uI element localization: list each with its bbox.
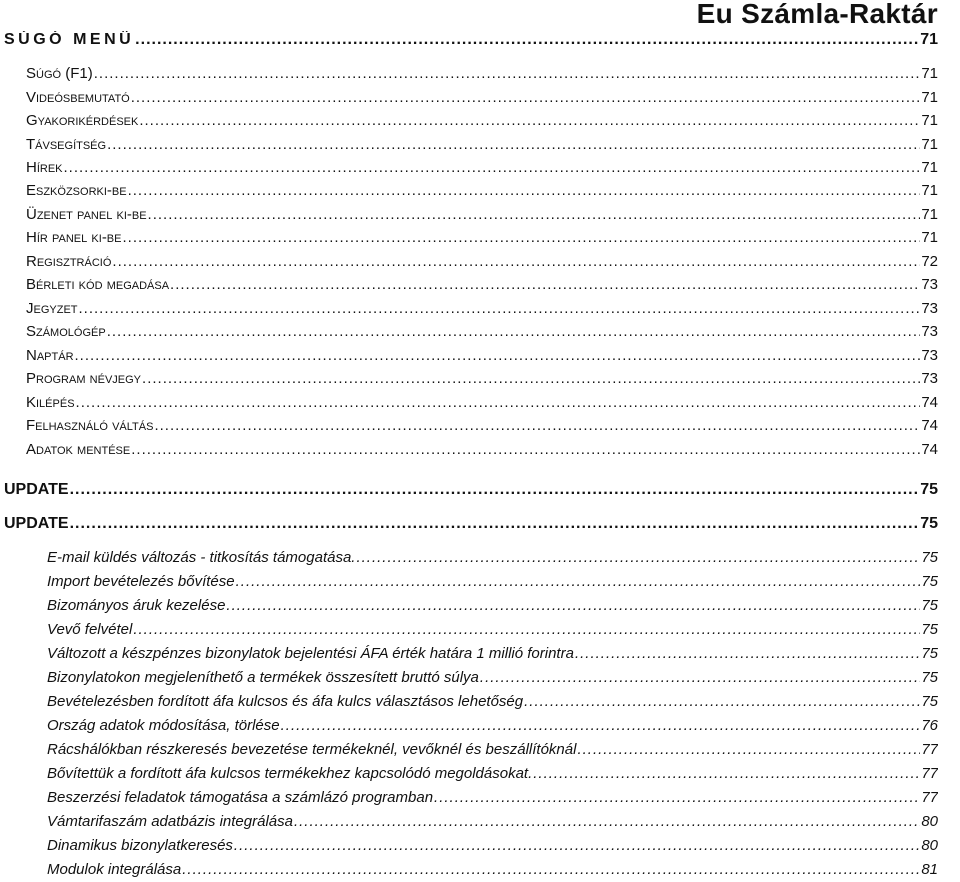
- toc-entry-page-number: 77: [921, 765, 938, 782]
- toc-entry[interactable]: [47, 693, 938, 710]
- toc-entry-label: Bővítettük a fordított áfa kulcsos termékekhez kapcsolódó megoldásokat.: [47, 765, 533, 782]
- toc-entry[interactable]: [47, 765, 938, 782]
- toc-entry[interactable]: [47, 837, 938, 854]
- toc-entry-page-number: 75: [921, 669, 938, 686]
- toc-entry[interactable]: [47, 549, 938, 566]
- toc-leader-dots: [112, 253, 920, 270]
- toc-entry-label: Vámtarifaszám adatbázis integrálása: [47, 813, 293, 830]
- toc-entry-page-number: 73: [921, 300, 938, 317]
- toc-entry[interactable]: [47, 789, 938, 806]
- toc-leader-dots: [182, 861, 920, 878]
- toc-entry-page-number: 72: [921, 253, 938, 270]
- toc-entry-page-number: 80: [921, 837, 938, 854]
- toc-entry-page-number: 75: [920, 481, 938, 498]
- toc-leader-dots: [64, 159, 921, 176]
- toc-leader-dots: [133, 621, 920, 638]
- toc-entry-page-number: 74: [921, 441, 938, 458]
- toc-entry-label: Regisztráció: [26, 253, 112, 270]
- toc-entry-page-number: 71: [921, 136, 938, 153]
- toc-entry[interactable]: [26, 206, 938, 223]
- toc-leader-dots: [356, 549, 920, 566]
- toc-leader-dots: [577, 741, 920, 758]
- toc-leader-dots: [107, 323, 921, 340]
- toc-entry[interactable]: [26, 370, 938, 387]
- toc-entry-page-number: 75: [921, 597, 938, 614]
- toc-entry-page-number: 77: [921, 789, 938, 806]
- toc-leader-dots: [142, 370, 920, 387]
- toc-leader-dots: [294, 813, 920, 830]
- toc-leader-dots: [70, 481, 920, 499]
- toc-leader-dots: [131, 89, 921, 106]
- toc-entry-page-number: 73: [921, 276, 938, 293]
- toc-entry[interactable]: [26, 347, 938, 364]
- toc-entry[interactable]: [47, 621, 938, 638]
- toc-leader-dots: [234, 837, 920, 854]
- toc-entry[interactable]: [26, 394, 938, 411]
- toc-entry-page-number: 75: [920, 515, 938, 532]
- toc-leader-dots: [75, 347, 921, 364]
- toc-entry-page-number: 71: [921, 182, 938, 199]
- toc-entry-label: UPDATE: [4, 481, 69, 498]
- toc-entry[interactable]: [26, 89, 938, 106]
- toc-leader-dots: [94, 65, 921, 82]
- toc-entry-page-number: 80: [921, 813, 938, 830]
- toc-entry[interactable]: [47, 741, 938, 758]
- toc-entry-label: Bérleti kód megadása: [26, 276, 170, 293]
- toc-entry[interactable]: [26, 441, 938, 458]
- toc-leader-dots: [128, 182, 921, 199]
- toc-entry-label: Felhasználó váltás: [26, 417, 154, 434]
- toc-entry[interactable]: [26, 182, 938, 199]
- toc-entry[interactable]: [47, 813, 938, 830]
- toc-entry[interactable]: [26, 136, 938, 153]
- toc-leader-dots: [154, 417, 920, 434]
- toc-leader-dots: [236, 573, 921, 590]
- toc-entry-page-number: 81: [921, 861, 938, 878]
- toc-leader-dots: [575, 645, 920, 662]
- toc-entry[interactable]: [26, 253, 938, 270]
- toc-entry-label: Rácshálókban részkeresés bevezetése termékeknél, vevőknél és beszállítóknál: [47, 741, 577, 758]
- toc-entry-label: Import bevételezés bővítése: [47, 573, 235, 590]
- toc-entry-page-number: 71: [921, 89, 938, 106]
- toc-entry[interactable]: [4, 481, 938, 499]
- toc-entry-page-number: 74: [921, 394, 938, 411]
- toc-entry-label: Bizományos áruk kezelése: [47, 597, 226, 614]
- toc-entry[interactable]: [47, 717, 938, 734]
- toc-leader-dots: [533, 765, 920, 782]
- toc-leader-dots: [135, 31, 919, 49]
- toc-entry[interactable]: [26, 229, 938, 246]
- toc-leader-dots: [70, 515, 920, 533]
- toc-leader-dots: [131, 441, 920, 458]
- toc-entry-label: E-mail küldés változás - titkosítás támogatása.: [47, 549, 356, 566]
- toc-entry-label: Számológép: [26, 323, 106, 340]
- toc-leader-dots: [480, 669, 920, 686]
- toc-entry[interactable]: [47, 669, 938, 686]
- toc-entry-page-number: 73: [921, 323, 938, 340]
- toc-entry-label: Adatok mentése: [26, 441, 131, 458]
- toc-entry[interactable]: [47, 573, 938, 590]
- toc-entry-label: SÚGÓ MENÜ: [4, 31, 135, 48]
- toc-entry-page-number: 71: [921, 112, 938, 129]
- toc-entry-label: Beszerzési feladatok támogatása a számlázó programban: [47, 789, 434, 806]
- toc-entry-page-number: 75: [921, 549, 938, 566]
- toc-entry-label: Bizonylatokon megjeleníthető a termékek összesített bruttó súlya: [47, 669, 479, 686]
- toc-entry[interactable]: [26, 323, 938, 340]
- toc-entry[interactable]: [26, 112, 938, 129]
- toc-entry-label: Távsegítség: [26, 136, 107, 153]
- toc-entry-label: Ország adatok módosítása, törlése: [47, 717, 280, 734]
- toc-entry-page-number: 75: [921, 621, 938, 638]
- toc-entry-label: Videósbemutató: [26, 89, 130, 106]
- toc-leader-dots: [226, 597, 920, 614]
- toc-entry[interactable]: [47, 861, 938, 878]
- toc-entry-label: Változott a készpénzes bizonylatok bejelentési ÁFA érték határa 1 millió forintra: [47, 645, 574, 662]
- toc-entry-label: Eszközsorki-be: [26, 182, 127, 199]
- toc-entry-page-number: 71: [921, 65, 938, 82]
- toc-entry[interactable]: [47, 597, 938, 614]
- toc-entry[interactable]: [4, 515, 938, 533]
- toc-leader-dots: [139, 112, 920, 129]
- toc-leader-dots: [434, 789, 920, 806]
- toc-entry-label: Bevételezésben fordított áfa kulcsos és áfa kulcs választásos lehetőség: [47, 693, 524, 710]
- toc-leader-dots: [76, 394, 921, 411]
- toc-entry-label: Vevő felvétel: [47, 621, 133, 638]
- toc-entry-page-number: 73: [921, 347, 938, 364]
- toc-entry-page-number: 71: [921, 229, 938, 246]
- toc-leader-dots: [281, 717, 921, 734]
- toc-entry-label: Hír panel ki-be: [26, 229, 122, 246]
- toc-entry-label: Üzenet panel ki-be: [26, 206, 147, 223]
- toc-entry-page-number: 75: [921, 645, 938, 662]
- toc-entry[interactable]: [26, 159, 938, 176]
- toc-entry-page-number: 77: [921, 741, 938, 758]
- toc-entry-page-number: 71: [921, 206, 938, 223]
- toc-entry-label: Modulok integrálása: [47, 861, 182, 878]
- toc-entry-page-number: 75: [921, 693, 938, 710]
- toc-entry-page-number: 71: [920, 31, 938, 48]
- toc-entry-page-number: 76: [921, 717, 938, 734]
- document-title: Eu Számla-Raktár: [696, 0, 938, 29]
- toc-entry-label: Súgó (F1): [26, 65, 93, 82]
- toc-entry-label: Jegyzet: [26, 300, 78, 317]
- toc-entry-label: UPDATE: [4, 515, 69, 532]
- toc-entry[interactable]: [47, 645, 938, 662]
- toc-entry-page-number: 74: [921, 417, 938, 434]
- toc-entry-label: Hírek: [26, 159, 63, 176]
- toc-entry-label: Naptár: [26, 347, 74, 364]
- toc-entry-page-number: 71: [921, 159, 938, 176]
- toc-entry-page-number: 73: [921, 370, 938, 387]
- toc-leader-dots: [79, 300, 921, 317]
- toc-entry[interactable]: [26, 65, 938, 82]
- toc-leader-dots: [148, 206, 921, 223]
- toc-leader-dots: [524, 693, 920, 710]
- toc-entry-label: Dinamikus bizonylatkeresés: [47, 837, 233, 854]
- toc-entry[interactable]: [4, 31, 938, 49]
- toc-entry[interactable]: [26, 300, 938, 317]
- toc-entry-label: Gyakorikérdések: [26, 112, 139, 129]
- toc-entry[interactable]: [26, 417, 938, 434]
- toc-entry-page-number: 75: [921, 573, 938, 590]
- toc-leader-dots: [107, 136, 920, 153]
- toc-entry[interactable]: [26, 276, 938, 293]
- toc-entry-label: Program névjegy: [26, 370, 142, 387]
- toc-leader-dots: [170, 276, 920, 293]
- toc-leader-dots: [123, 229, 921, 246]
- toc-entry-label: Kilépés: [26, 394, 75, 411]
